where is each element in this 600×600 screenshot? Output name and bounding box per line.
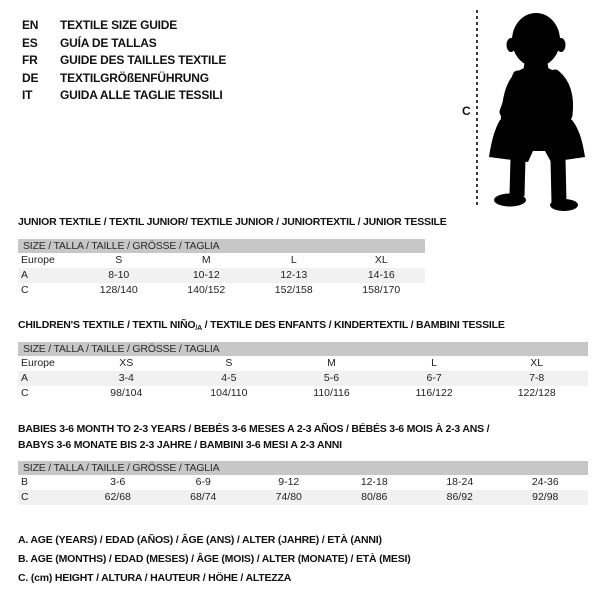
legend-line: A. AGE (YEARS) / EDAD (AÑOS) / ÂGE (ANS) / ALTER (JAHRE) / ETÀ (ANNI) <box>18 534 382 546</box>
row-label-cell: B <box>21 476 29 488</box>
size-value-cell: 80/86 <box>361 491 388 503</box>
language-code: DE <box>22 70 39 85</box>
table-row <box>18 386 588 401</box>
language-list <box>22 17 226 105</box>
size-value-cell: 6-9 <box>195 476 211 488</box>
size-value-cell: XS <box>119 357 134 369</box>
row-label-cell: C <box>21 284 29 296</box>
toddler-silhouette-icon <box>450 5 600 215</box>
size-value-cell: 4-5 <box>221 372 237 384</box>
size-value-cell: M <box>201 254 211 266</box>
children-table-title <box>18 318 505 337</box>
size-value-cell: 116/122 <box>415 387 453 399</box>
measure-legend <box>18 531 411 588</box>
babies-table <box>18 461 588 505</box>
size-value-cell: 86/92 <box>446 491 473 503</box>
size-value-cell: 68/74 <box>190 491 217 503</box>
size-value-cell: S <box>225 357 233 369</box>
size-value-cell: 74/80 <box>275 491 302 503</box>
size-value-cell: 158/170 <box>362 284 401 296</box>
size-value-cell: L <box>290 254 297 266</box>
legend-line: C. (cm) HEIGHT / ALTURA / HAUTEUR / HÖHE / ALTEZZA <box>18 572 292 584</box>
babies-table-title <box>18 422 489 453</box>
size-value-cell: 62/68 <box>104 491 131 503</box>
size-value-cell: 8-10 <box>108 269 130 281</box>
table-title-line: BABIES 3-6 MONTH TO 2-3 YEARS / BEBÉS 3-6 MESES A 2-3 AÑOS / BÉBÉS 3-6 MOIS À 2-3 ANS / <box>18 423 490 435</box>
language-row <box>22 35 226 53</box>
table-row <box>18 356 588 371</box>
language-label: GUIDA ALLE TAGLIE TESSILI <box>60 88 223 102</box>
language-label: GUÍA DE TALLAS <box>60 35 157 50</box>
legend-line: B. AGE (MONTHS) / EDAD (MESES) / ÂGE (MOIS) / ALTER (MONATE) / ETÀ (MESI) <box>18 553 411 565</box>
row-label-cell: A <box>21 372 29 384</box>
size-value-cell: XL <box>374 254 388 266</box>
babies-size-table <box>18 475 588 505</box>
row-label-cell: C <box>21 387 29 399</box>
table-row <box>18 268 425 283</box>
row-label-cell: A <box>21 269 29 281</box>
children-table <box>18 342 588 401</box>
size-value-cell: 12-18 <box>360 476 388 488</box>
table-row <box>18 253 425 268</box>
junior-table-title <box>18 215 447 231</box>
language-code: EN <box>22 18 39 32</box>
size-value-cell: 152/158 <box>274 284 313 296</box>
size-value-cell: 7-8 <box>529 372 545 384</box>
table-title-line: JUNIOR TEXTILE / TEXTIL JUNIOR/ TEXTILE JUNIOR / JUNIORTEXTIL / JUNIOR TESSILE <box>18 216 447 228</box>
size-value-cell: 10-12 <box>192 269 220 281</box>
size-value-cell: S <box>115 254 123 266</box>
junior-table <box>18 239 425 298</box>
row-label-cell: C <box>21 491 29 503</box>
table-row <box>18 490 588 505</box>
language-code: IT <box>22 88 33 102</box>
language-row <box>22 87 226 105</box>
size-value-cell: 3-4 <box>118 372 134 384</box>
size-header-bar: SIZE / TALLA / TAILLE / GRÖSSE / TAGLIA <box>18 342 588 356</box>
children-size-table <box>18 356 588 401</box>
toddler-silhouette <box>489 13 585 211</box>
size-value-cell: 98/104 <box>110 387 143 399</box>
language-label: GUIDE DES TAILLES TEXTILE <box>60 53 227 67</box>
size-value-cell: 6-7 <box>426 372 442 384</box>
language-label: TEXTILGRÖßENFÜHRUNG <box>60 70 209 85</box>
size-value-cell: 140/152 <box>187 284 226 296</box>
table-row <box>18 475 588 490</box>
language-row <box>22 17 226 35</box>
height-measure-label: C <box>462 104 471 118</box>
language-row <box>22 70 226 88</box>
size-value-cell: 92/98 <box>532 491 559 503</box>
table-row <box>18 371 588 386</box>
language-code: ES <box>22 35 38 50</box>
language-code: FR <box>22 53 38 67</box>
junior-size-table <box>18 253 425 298</box>
size-value-cell: 12-13 <box>280 269 308 281</box>
size-value-cell: M <box>327 357 336 369</box>
table-title-line: BABYS 3-6 MONATE BIS 2-3 JAHRE / BAMBINI 3-6 MESI A 2-3 ANNI <box>18 438 342 451</box>
size-value-cell: 110/116 <box>313 387 350 399</box>
row-label-cell: Europe <box>21 357 55 369</box>
language-label: TEXTILE SIZE GUIDE <box>60 18 178 32</box>
size-value-cell: 18-24 <box>446 476 474 488</box>
size-value-cell: 24-36 <box>531 476 559 488</box>
size-value-cell: 14-16 <box>367 269 395 281</box>
table-row <box>18 283 425 298</box>
size-value-cell: XL <box>530 357 544 369</box>
row-label-cell: Europe <box>21 254 55 266</box>
table-title-line: CHILDREN'S TEXTILE / TEXTIL $NIÑO_{/A}$ / TEXTILE DES ENFANTS / KINDERTEXTIL / BAMBINI TESSILE <box>18 319 505 332</box>
size-value-cell: 128/140 <box>99 284 138 296</box>
size-value-cell: 3-6 <box>110 476 126 488</box>
language-row <box>22 52 226 70</box>
size-value-cell: 9-12 <box>278 476 300 488</box>
size-value-cell: L <box>431 357 437 369</box>
size-header-bar: SIZE / TALLA / TAILLE / GRÖSSE / TAGLIA <box>18 461 588 475</box>
size-value-cell: 104/110 <box>210 387 248 399</box>
size-header-bar: SIZE / TALLA / TAILLE / GRÖSSE / TAGLIA <box>18 239 425 253</box>
size-value-cell: 122/128 <box>517 387 556 399</box>
size-value-cell: 5-6 <box>323 372 340 384</box>
